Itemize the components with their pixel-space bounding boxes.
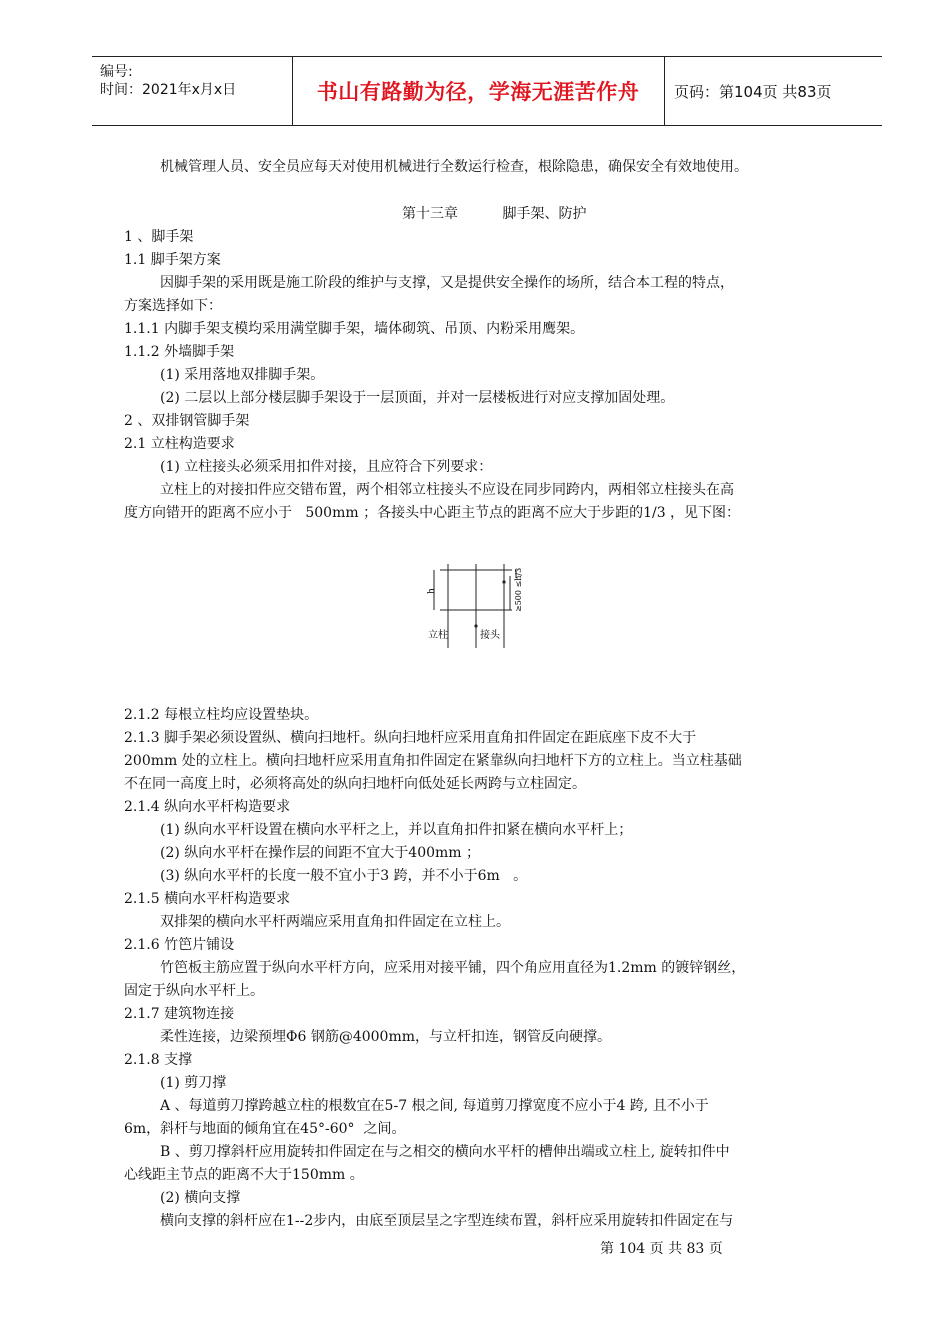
page-footer: 第 104 页 共 83 页 (600, 1241, 723, 1257)
joint-dot (474, 624, 477, 627)
motto: 书山有路勤为径，学海无涯苦作舟 (316, 80, 640, 104)
list-item: (3) 纵向水平杆的长度一般不宜小于3 跨，并不小于6m 。 (160, 868, 528, 884)
figure-label-joint: 接头 (480, 630, 500, 641)
section-heading: 2.1.5 横向水平杆构造要求 (124, 891, 291, 907)
list-item: (1) 采用落地双排脚手架。 (160, 367, 325, 383)
section-heading: 2.1.4 纵向水平杆构造要求 (124, 799, 291, 815)
section-heading: 2.1 立柱构造要求 (124, 436, 235, 452)
time-label: 时间：2021年x月x日 (100, 82, 237, 98)
list-item: (2) 二层以上部分楼层脚手架设于一层顶面，并对一层楼板进行对应支撑加固处理。 (160, 390, 675, 406)
section-heading: 1 、脚手架 (124, 229, 194, 245)
section-heading: 2 、双排钢管脚手架 (124, 413, 250, 429)
header-page-cell (664, 57, 882, 125)
section-heading: 1.1.1 内脚手架支模均采用满堂脚手架，墙体砌筑、吊顶、内粉采用鹰架。 (124, 321, 585, 337)
section-heading: 1.1.2 外墙脚手架 (124, 344, 235, 360)
paragraph-line: 双排架的横向水平杆两端应采用直角扣件固定在立柱上。 (160, 914, 510, 930)
section-heading: 2.1.6 竹笆片铺设 (124, 937, 235, 953)
paragraph-line: 度方向错开的距离不应小于 500mm ；各接头中心距主节点的距离不应大于步距的1/3 ，见下图： (124, 505, 741, 521)
figure-label-post: 立柱 (428, 630, 448, 641)
paragraph-line: 固定于纵向水平杆上。 (124, 983, 264, 999)
list-item: (2) 纵向水平杆在操作层的间距不宜大于400mm ； (160, 845, 481, 861)
list-item: (1) 立柱接头必须采用扣件对接，且应符合下列要求： (160, 459, 493, 475)
intro-line: 机械管理人员、安全员应每天对使用机械进行全数运行检查，根除隐患，确保安全有效地使用。 (160, 159, 748, 175)
paragraph-line: 2.1.3 脚手架必须设置纵、横向扫地杆。纵向扫地杆应采用直角扣件固定在距底座下皮不大于 (124, 730, 697, 746)
paragraph-line: 横向支撑的斜杆应在1--2步内，由底至顶层呈之字型连续布置，斜杆应采用旋转扣件固定在与 (160, 1213, 734, 1229)
figure-label-dim: ≥500 ≤h/3 (514, 567, 523, 612)
chapter-title: 第十三章 脚手架、防护 (402, 206, 587, 222)
paragraph-line: 因脚手架的采用既是施工阶段的维护与支撑，又是提供安全操作的场所，结合本工程的特点， (160, 275, 734, 291)
paragraph-line: 柔性连接，边梁预埋Φ6 钢筋@4000mm，与立杆扣连，钢管反向硬撑。 (160, 1029, 612, 1045)
paragraph-line: A 、每道剪刀撑跨越立柱的根数宜在5-7 根之间, 每道剪刀撑宽度不应小于4 跨, 且不小于 (160, 1098, 709, 1114)
section-heading: 2.1.2 每根立柱均应设置垫块。 (124, 707, 319, 723)
paragraph-line: 6m，斜杆与地面的倾角宜在45°-60° 之间。 (124, 1121, 406, 1137)
serial-label: 编号: (100, 64, 133, 80)
paragraph-line: 立柱上的对接扣件应交错布置，两个相邻立柱接头不应设在同步同跨内，两相邻立柱接头在高 (160, 482, 734, 498)
paragraph-line: 200mm 处的立柱上。横向扫地杆应采用直角扣件固定在紧靠纵向扫地杆下方的立柱上。当立柱基础 (124, 753, 742, 769)
paragraph-line: 竹笆板主筋应置于纵向水平杆方向，应采用对接平铺，四个角应用直径为1.2mm 的镀锌钢丝， (160, 960, 746, 976)
section-heading: 2.1.7 建筑物连接 (124, 1006, 235, 1022)
section-heading: 1.1 脚手架方案 (124, 252, 221, 268)
section-heading: 2.1.8 支撑 (124, 1052, 193, 1068)
paragraph-line: 方案选择如下： (124, 298, 222, 314)
paragraph-line: B 、剪刀撑斜杆应用旋转扣件固定在与之相交的横向水平杆的槽伸出端或立柱上, 旋转扣件中 (160, 1144, 730, 1160)
paragraph-line: 不在同一高度上时，必须将高处的纵向扫地杆向低处延长两跨与立柱固定。 (124, 776, 586, 792)
paragraph-line: 心线距主节点的距离不大于150mm 。 (124, 1167, 364, 1183)
scaffold-joint-figure (424, 556, 536, 656)
header-meta-cell (92, 57, 293, 125)
page-header (92, 56, 882, 126)
list-item: (2) 横向支撑 (160, 1190, 241, 1206)
figure-label-h: h (427, 588, 437, 594)
header-motto-cell (292, 57, 665, 125)
joint-dot (502, 580, 505, 583)
page-label: 页码：第104页 共83页 (674, 82, 832, 101)
list-item: (1) 纵向水平杆设置在横向水平杆之上，并以直角扣件扣紧在横向水平杆上； (160, 822, 633, 838)
list-item: (1) 剪刀撑 (160, 1075, 227, 1091)
